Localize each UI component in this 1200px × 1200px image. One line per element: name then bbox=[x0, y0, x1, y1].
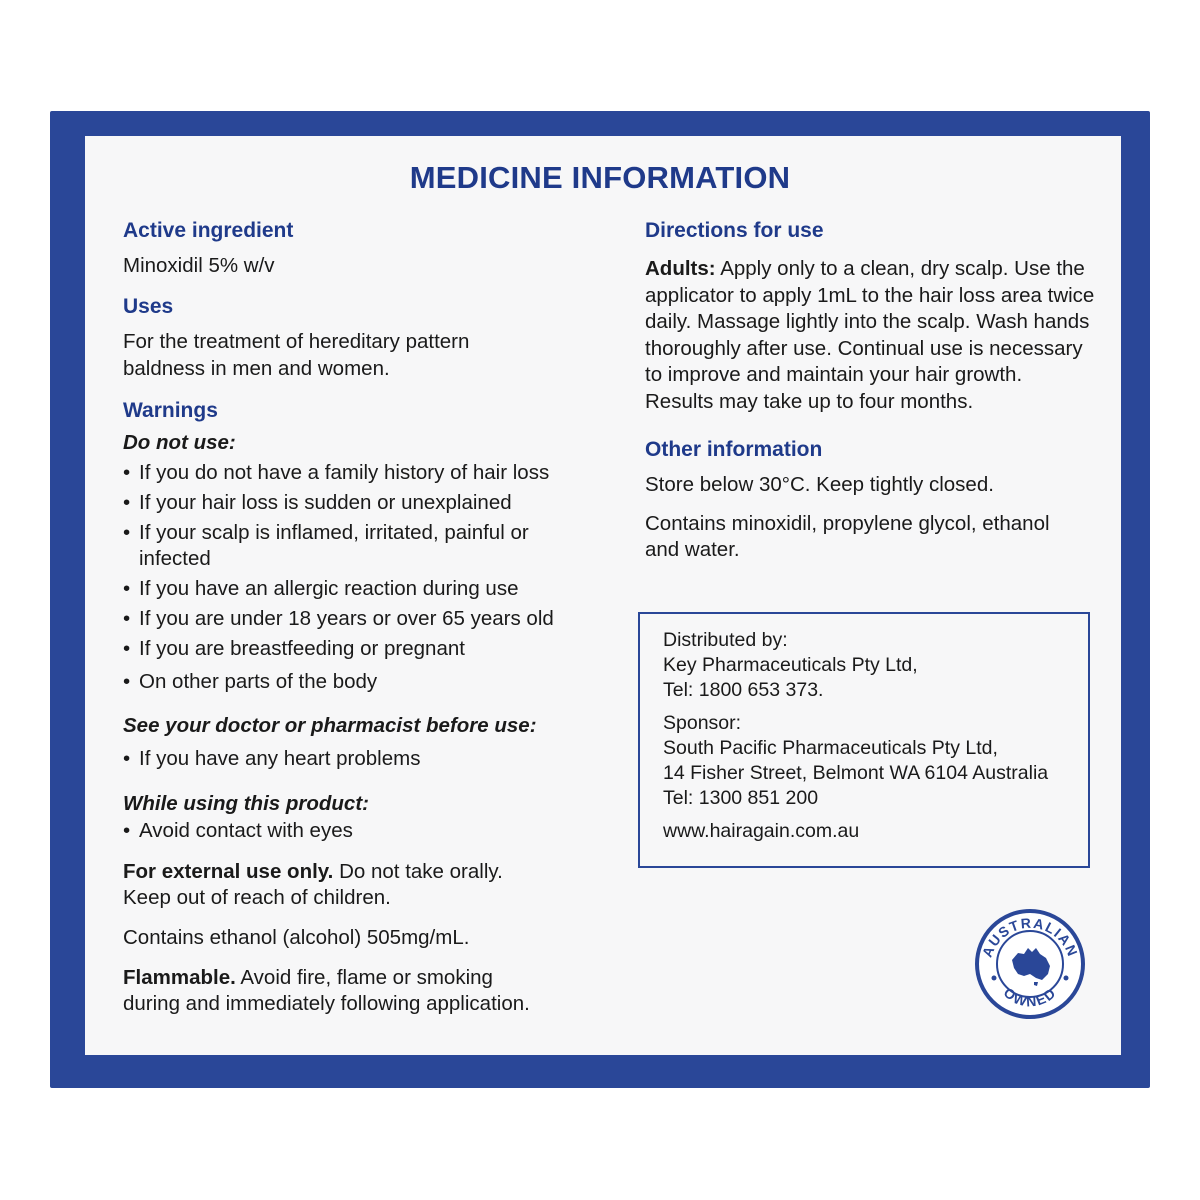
directions-body: Apply only to a clean, dry scalp. Use the applicator to apply 1mL to the hair loss area twice daily. Massage lightly into the scalp. Wash hands thoroughly after use. Continual use is necessary to improve and maintain your hair growth. Results may take up to four months. bbox=[645, 257, 1095, 413]
uses-text: For the treatment of hereditary pattern baldness in men and women. bbox=[123, 330, 470, 380]
sponsor-name: South Pacific Pharmaceuticals Pty Ltd, bbox=[663, 737, 998, 759]
badge-bottom-text: OWNED bbox=[1000, 984, 1060, 1010]
while-using-label: While using this product: bbox=[123, 792, 369, 815]
directions-text bbox=[645, 256, 1095, 415]
list-item: • If you are breastfeeding or pregnant bbox=[123, 636, 593, 662]
list-item: • If your hair loss is sudden or unexplained bbox=[123, 490, 593, 516]
page-title: MEDICINE INFORMATION bbox=[409, 160, 791, 195]
adults-label: Adults: bbox=[645, 257, 716, 280]
see-doctor-label: See your doctor or pharmacist before use: bbox=[123, 714, 537, 737]
list-item: • If you do not have a family history of hair loss bbox=[123, 460, 593, 486]
see-doctor-list bbox=[123, 746, 593, 772]
external-use-note bbox=[123, 859, 543, 911]
ethanol-note: Contains ethanol (alcohol) 505mg/mL. bbox=[123, 926, 470, 949]
right-column bbox=[645, 218, 1095, 563]
list-item: • If your scalp is inflamed, irritated, painful or infected bbox=[123, 520, 559, 572]
flammable-bold: Flammable. bbox=[123, 966, 236, 989]
contents-text: Contains minoxidil, propylene glycol, ethanol and water. bbox=[645, 512, 1050, 561]
sponsor-address: 14 Fisher Street, Belmont WA 6104 Australia bbox=[663, 762, 1049, 784]
sponsor-tel: Tel: 1300 851 200 bbox=[663, 787, 819, 809]
active-ingredient-heading: Active ingredient bbox=[123, 219, 294, 242]
left-column bbox=[123, 218, 593, 1017]
other-information-heading: Other information bbox=[645, 438, 823, 461]
do-not-use-label: Do not use: bbox=[123, 431, 236, 454]
active-ingredient-text: Minoxidil 5% w/v bbox=[123, 254, 275, 277]
list-item: • If you are under 18 years or over 65 years old bbox=[123, 606, 593, 632]
external-use-bold: For external use only. bbox=[123, 860, 334, 883]
distributed-by-label: Distributed by: bbox=[663, 629, 788, 651]
distributor-box bbox=[638, 612, 1090, 868]
flammable-note bbox=[123, 965, 533, 1017]
do-not-use-list bbox=[123, 460, 593, 695]
uses-heading: Uses bbox=[123, 295, 174, 318]
australian-owned-badge bbox=[974, 908, 1086, 1020]
list-item: • Avoid contact with eyes bbox=[123, 818, 593, 844]
badge-top-text: AUSTRALIAN bbox=[978, 914, 1082, 960]
list-item: • If you have an allergic reaction during use bbox=[123, 576, 593, 602]
distributor-name: Key Pharmaceuticals Pty Ltd, bbox=[663, 654, 918, 676]
flammable-text: Avoid fire, flame or smoking during and immediately following application. bbox=[123, 966, 530, 1015]
list-item: • On other parts of the body bbox=[123, 669, 593, 695]
warnings-heading: Warnings bbox=[123, 399, 218, 422]
external-use-text: Do not take orally. Keep out of reach of children. bbox=[123, 860, 503, 909]
while-using-list bbox=[123, 818, 593, 844]
website-link[interactable]: www.hairagain.com.au bbox=[663, 820, 860, 842]
directions-heading: Directions for use bbox=[645, 219, 824, 242]
list-item: • If you have any heart problems bbox=[123, 746, 593, 772]
distributor-tel: Tel: 1800 653 373. bbox=[663, 679, 824, 701]
sponsor-label: Sponsor: bbox=[663, 712, 742, 734]
storage-text: Store below 30°C. Keep tightly closed. bbox=[645, 473, 994, 496]
